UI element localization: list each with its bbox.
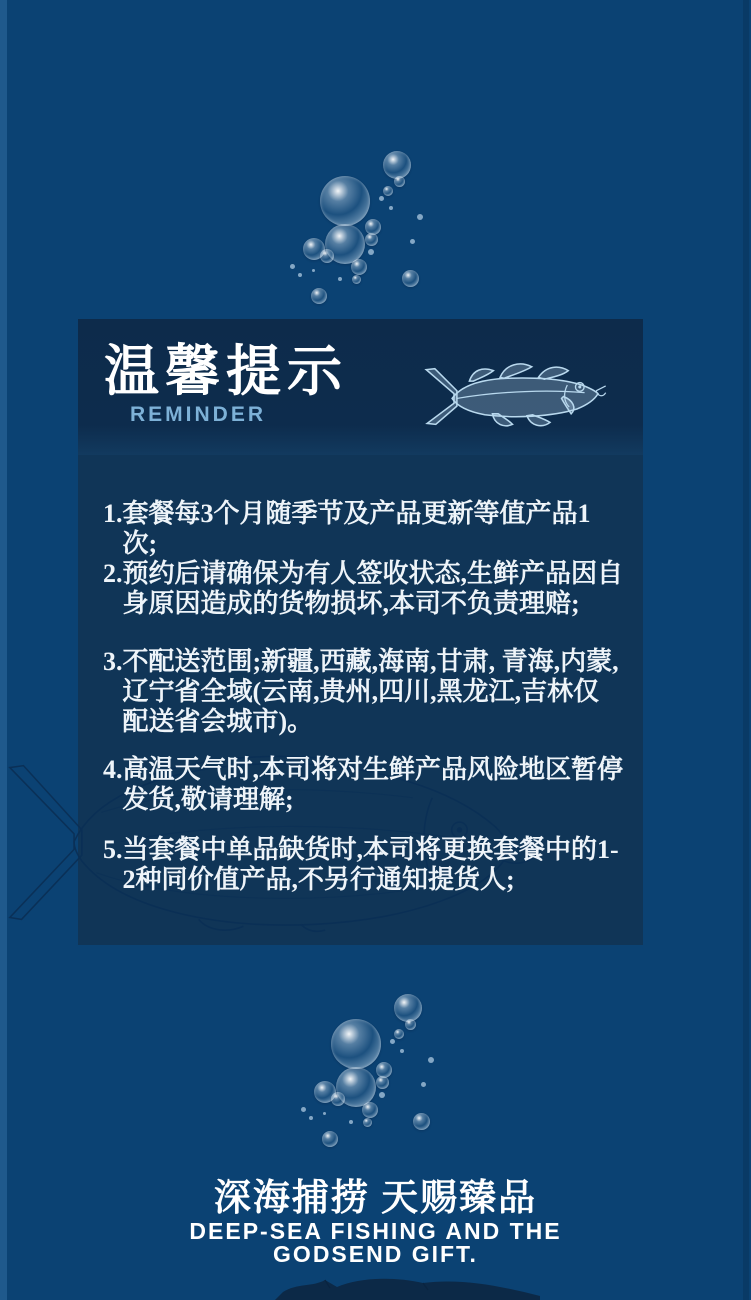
card-subtitle: REMINDER [130,403,267,426]
bubble [365,219,381,235]
bubble [383,186,393,196]
bubble [349,1120,353,1124]
card-title: 温馨提示 [104,341,349,402]
bubble [312,269,315,272]
bubble [413,1113,430,1130]
right-edge-strip [743,0,749,1300]
bubble [421,1082,426,1087]
item-number: 5. [103,835,123,864]
bubble [311,288,327,304]
bubble [417,214,423,220]
bubble [402,270,419,287]
item-text: 不配送范围;新疆,西藏,海南,甘肃, 青海,内蒙,辽宁省全域(云南,贵州,四川,黑龙江,吉林仅配送省会城市)。 [122,647,619,736]
item-text: 高温天气时,本司将对生鲜产品风险地区暂停发货,敬请理解; [122,755,624,814]
bubble [322,1131,338,1147]
bubble [379,1092,385,1098]
reminder-item-2 [103,559,625,619]
slogan-english-line2: GODSEND GIFT. [273,1241,478,1267]
reminder-list [78,455,643,895]
bubble [314,1081,336,1103]
bubble [352,275,361,284]
bubble [323,1112,326,1115]
bubble [400,1049,404,1053]
footer [0,1178,751,1266]
cod-fish-icon [422,361,607,433]
item-number: 3. [103,647,123,676]
bubble [379,196,384,201]
bubble [338,277,342,281]
reminder-card [78,319,643,945]
reminder-item-4 [103,755,625,815]
bubble [394,176,405,187]
bubbles-decoration-bottom [293,992,443,1152]
reminder-card-header [78,319,643,455]
bubble [428,1057,434,1063]
bubble [325,224,365,264]
fish-silhouette-bottom-icon [275,1276,540,1300]
bubble [362,1102,378,1118]
bubble [290,264,295,269]
bubble [394,1029,404,1039]
reminder-item-3 [103,647,625,737]
bubble [336,1067,376,1107]
reminder-item-5 [103,835,625,895]
item-text: 套餐每3个月随季节及产品更新等值产品1次; [122,499,591,558]
slogan-english-line1: DEEP-SEA FISHING AND THE [189,1218,562,1244]
item-number: 2. [103,559,123,588]
item-number: 1. [103,499,123,528]
bubble [376,1076,389,1089]
left-edge-strip [0,0,7,1300]
bubble [390,1039,395,1044]
bubble [410,239,415,244]
bubbles-decoration-top [282,149,432,309]
slogan-chinese: 深海捕捞 天赐臻品 [213,1178,538,1219]
item-text: 当套餐中单品缺货时,本司将更换套餐中的1-2种同价值产品,不另行通知提货人; [122,835,619,894]
bubble [394,994,422,1022]
bubble [298,273,302,277]
bubble [301,1107,306,1112]
bubble [405,1019,416,1030]
bubble [320,176,370,226]
item-text: 预约后请确保为有人签收状态,生鲜产品因自身原因造成的货物损坏,本司不负责理赔; [122,559,624,618]
bubble [331,1092,345,1106]
bubble [320,249,334,263]
bubble [383,151,411,179]
bubble [376,1062,392,1078]
bubble [309,1116,313,1120]
bubble [363,1118,372,1127]
bubble [389,206,393,210]
reminder-item-1 [103,499,625,559]
bubble [303,238,325,260]
bubble [331,1019,381,1069]
item-number: 4. [103,755,123,784]
bubble [351,259,367,275]
bubble [365,233,378,246]
bubble [368,249,374,255]
